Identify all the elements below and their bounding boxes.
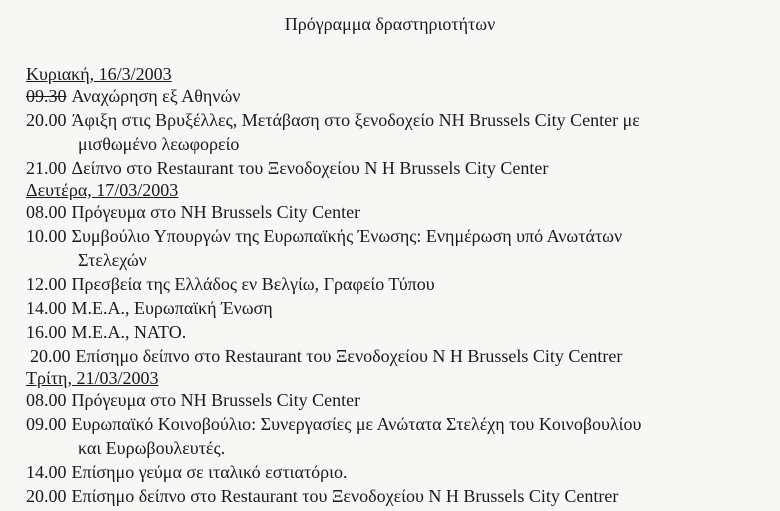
page-title: Πρόγραμμα δραστηριοτήτων	[284, 14, 496, 34]
entry-text: Πρόγευμα στο NH Brussels City Center	[71, 390, 361, 410]
entry-time: 08.00	[26, 390, 67, 410]
schedule-entry	[26, 460, 756, 484]
schedule-entry	[26, 344, 756, 368]
entry-text: Επίσημο δείπνο στο Restaurant του Ξενοδοχείου N H Brussels City Centrer	[75, 346, 623, 366]
entry-time: 14.00	[26, 462, 67, 482]
entry-text: Αναχώρηση εξ Αθηνών	[71, 86, 241, 106]
entry-text: Πρεσβεία της Ελλάδος εν Βελγίω, Γραφείο Τύπου	[71, 274, 435, 294]
entry-text: Πρόγευμα στο NH Brussels City Center	[71, 202, 361, 222]
entry-text: Μ.Ε.Α., Ευρωπαϊκή Ένωση	[71, 298, 273, 318]
entry-text-continued: και Ευρωβουλευτές.	[78, 438, 226, 458]
day-heading-sunday: Κυριακή, 16/3/2003	[26, 64, 172, 84]
entry-time: 09.30	[26, 86, 67, 106]
day-heading-monday: Δευτέρα, 17/03/2003	[26, 180, 179, 200]
entry-text: Επίσημο δείπνο στο Restaurant του Ξενοδοχείου N H Brussels City Centrer	[71, 486, 619, 506]
schedule-entry	[26, 484, 756, 508]
entry-text: Επίσημο γεύμα σε ιταλικό εστιατόριο.	[71, 462, 348, 482]
entry-text: Άφιξη στις Βρυξέλλες, Μετάβαση στο ξενοδοχείο NH Brussels City Center με	[71, 110, 640, 130]
entry-time: 09.00	[26, 414, 67, 434]
schedule-entry	[26, 320, 756, 344]
schedule-entry	[26, 272, 756, 296]
schedule-entry	[26, 388, 756, 412]
entry-time: 12.00	[26, 274, 67, 294]
entry-text: Μ.Ε.Α., ΝΑΤΟ.	[71, 322, 187, 342]
schedule-entry	[26, 412, 756, 460]
schedule-entry	[26, 296, 756, 320]
entry-time: 10.00	[26, 226, 67, 246]
entry-time: 20.00	[30, 346, 71, 366]
schedule-entry	[26, 84, 756, 108]
schedule-entry	[26, 224, 756, 272]
entry-time: 14.00	[26, 298, 67, 318]
entry-time: 20.00	[26, 486, 67, 506]
entry-text: Δείπνο στο Restaurant του Ξενοδοχείου N H Brussels City Center	[71, 158, 549, 178]
schedule	[26, 64, 756, 508]
entry-time: 08.00	[26, 202, 67, 222]
entry-text-continued: μισθωμένο λεωφορείο	[78, 134, 240, 154]
schedule-entry	[26, 108, 756, 156]
entry-text: Ευρωπαϊκό Κοινοβούλιο: Συνεργασίες με Ανώτατα Στελέχη του Κοινοβουλίου	[71, 414, 642, 434]
schedule-entry	[26, 156, 756, 180]
entry-time: 21.00	[26, 158, 67, 178]
schedule-entry	[26, 200, 756, 224]
entry-text: Συμβούλιο Υπουργών της Ευρωπαϊκής Ένωσης: Ενημέρωση υπό Ανωτάτων	[71, 226, 623, 246]
entry-time: 16.00	[26, 322, 67, 342]
entry-text-continued: Στελεχών	[78, 250, 147, 270]
day-heading-tuesday: Τρίτη, 21/03/2003	[26, 368, 159, 388]
entry-time: 20.00	[26, 110, 67, 130]
